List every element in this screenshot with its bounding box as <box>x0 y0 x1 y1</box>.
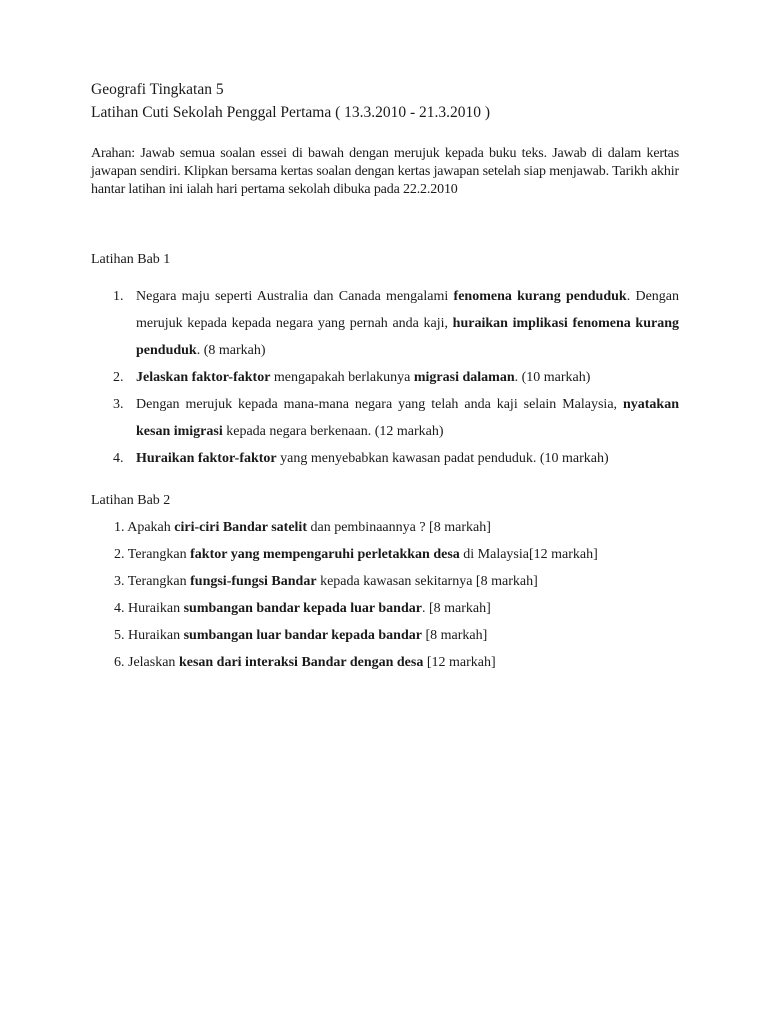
text-segment: 1. Apakah <box>114 520 175 535</box>
text-segment: 3. Terangkan <box>114 574 191 589</box>
document-title: Geografi Tingkatan 5 <box>91 81 224 98</box>
emphasized-text: migrasi dalaman <box>413 370 515 385</box>
text-segment: Dengan merujuk kepada mana-mana negara yang telah anda kaji selain Malaysia, <box>136 397 623 412</box>
text-segment: mengapakah berlakunya <box>270 370 414 385</box>
text-segment: di Malaysia[12 markah] <box>459 547 598 562</box>
question-text <box>136 445 679 472</box>
bab2-question-item <box>114 519 491 537</box>
instructions-paragraph: Arahan: Jawab semua soalan essei di bawah dengan merujuk kepada buku teks. Jawab di dalam kertas jawapan sendiri. Klipkan bersama kertas soalan dengan kertas jawapan setelah siap menjawab. Tarikh akhir hantar latihan ini ialah hari pertama sekolah dibuka pada 22.2.2010 <box>91 146 679 197</box>
emphasized-text: Huraikan faktor-faktor <box>136 451 277 466</box>
question-text <box>136 364 679 391</box>
text-segment: 6. Jelaskan <box>114 655 179 670</box>
emphasized-text: huraikan implikasi fenomena kurang penduduk <box>136 316 680 358</box>
emphasized-text: kesan dari interaksi Bandar dengan desa <box>178 655 424 670</box>
question-number: 3. <box>113 397 124 412</box>
emphasized-text: ciri-ciri Bandar satelit <box>174 520 307 535</box>
text-segment: Negara maju seperti Australia dan Canada mengalami <box>136 289 454 304</box>
emphasized-text: fungsi-fungsi Bandar <box>190 574 317 589</box>
text-segment: 4. Huraikan <box>114 601 184 616</box>
question-number: 2. <box>113 370 124 385</box>
section-heading-bab1: Latihan Bab 1 <box>91 252 171 267</box>
emphasized-text: faktor yang mempengaruhi perletakkan desa <box>190 547 460 562</box>
text-segment: [8 markah] <box>421 628 488 643</box>
text-segment: [12 markah] <box>423 655 496 670</box>
question-number: 1. <box>113 289 124 304</box>
text-segment: . Dengan merujuk kepada kepada negara yang pernah anda kaji, <box>136 289 679 331</box>
emphasized-text: Jelaskan faktor-faktor <box>136 370 271 385</box>
question-number: 4. <box>113 451 124 466</box>
bab2-question-item <box>114 546 598 564</box>
emphasized-text: nyatakan kesan imigrasi <box>136 397 679 439</box>
text-segment: 5. Huraikan <box>114 628 184 643</box>
text-segment: . (10 markah) <box>514 370 591 385</box>
document-subtitle: Latihan Cuti Sekolah Penggal Pertama ( 13.3.2010 - 21.3.2010 ) <box>91 104 491 121</box>
bab2-question-item <box>114 627 487 645</box>
emphasized-text: sumbangan luar bandar kepada bandar <box>183 628 422 643</box>
text-segment: 2. Terangkan <box>114 547 191 562</box>
question-text <box>136 391 679 445</box>
emphasized-text: sumbangan bandar kepada luar bandar <box>183 601 422 616</box>
text-segment: . (8 markah) <box>196 343 266 358</box>
text-segment: kepada kawasan sekitarnya [8 markah] <box>316 574 538 589</box>
section-heading-bab2: Latihan Bab 2 <box>91 493 171 508</box>
emphasized-text: fenomena kurang penduduk <box>453 289 627 304</box>
bab2-question-item <box>114 654 496 672</box>
text-segment: kepada negara berkenaan. (12 markah) <box>222 424 444 439</box>
text-segment: . [8 markah] <box>421 601 491 616</box>
bab2-question-item <box>114 573 538 591</box>
text-segment: yang menyebabkan kawasan padat penduduk. (10 markah) <box>276 451 609 466</box>
question-text <box>136 283 679 364</box>
bab2-question-item <box>114 600 491 618</box>
text-segment: dan pembinaannya ? [8 markah] <box>306 520 491 535</box>
